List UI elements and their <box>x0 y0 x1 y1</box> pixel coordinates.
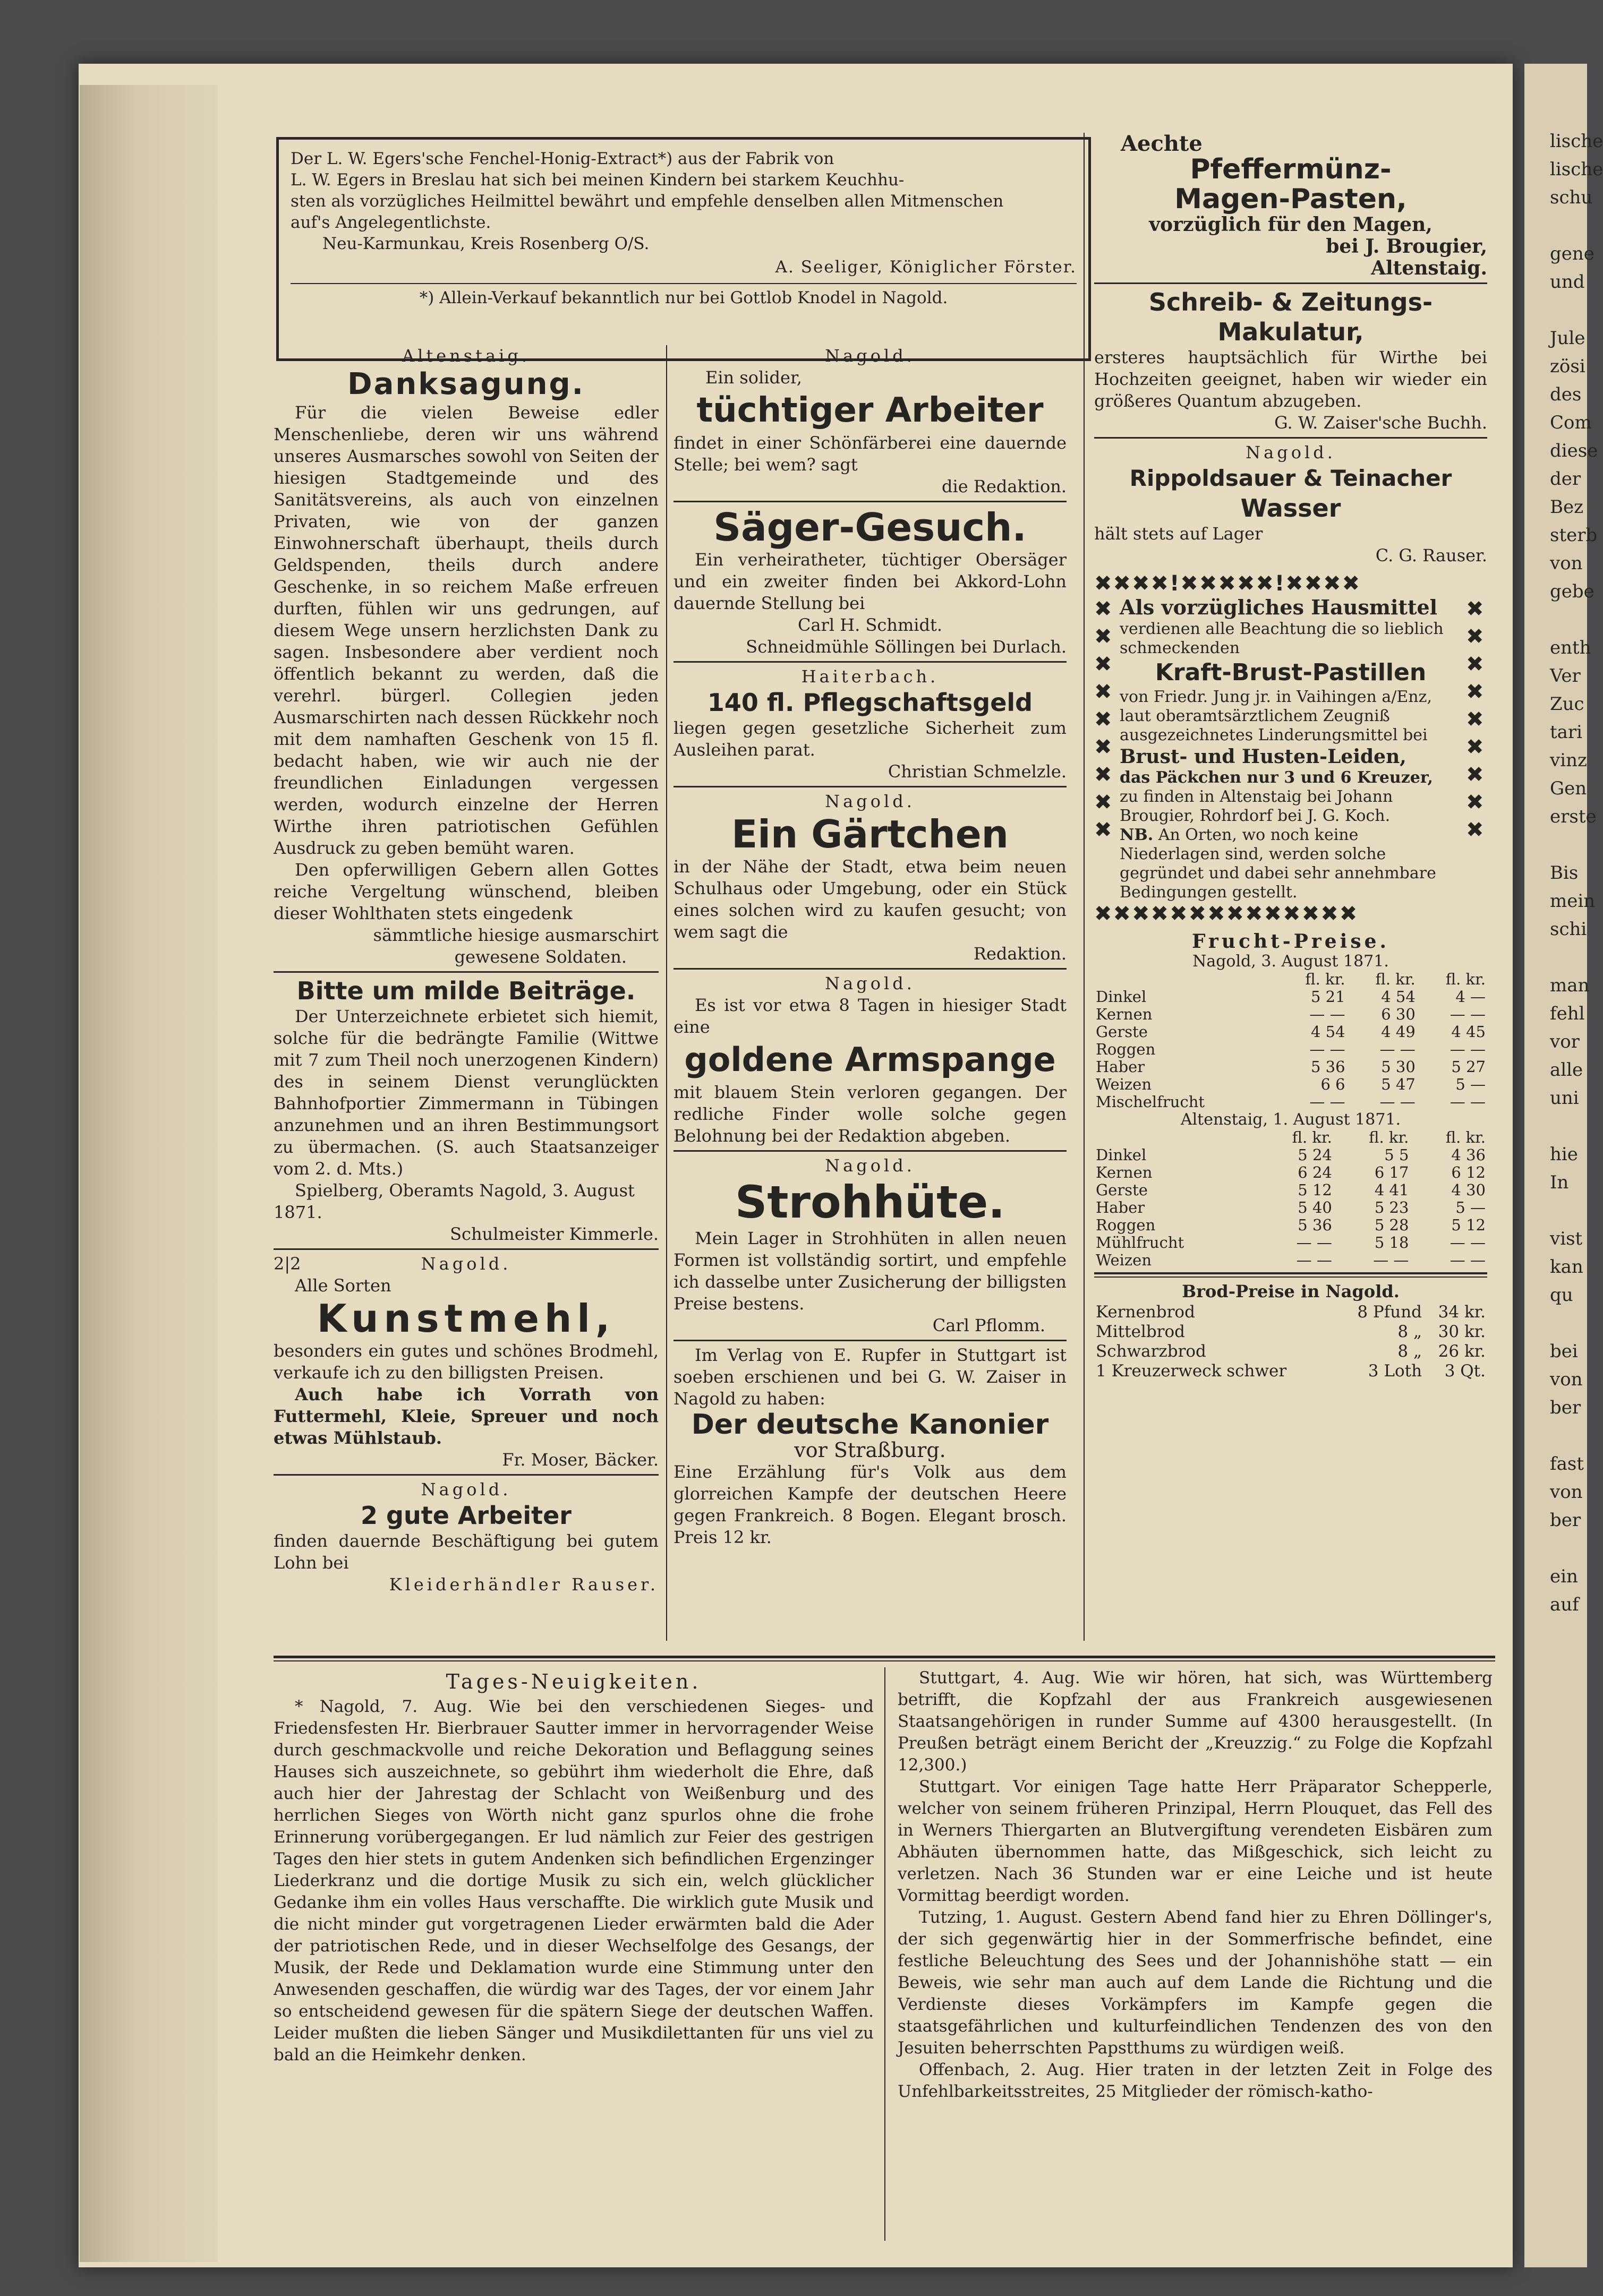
bread-name: Schwarzbrod <box>1096 1342 1206 1361</box>
makulatur-title1: Schreib- & Zeitungs- <box>1148 288 1433 316</box>
pastillen-line3: von Friedr. Jung jr. in Vaihingen a/Enz, <box>1120 688 1432 706</box>
pflegschaft-body: liegen gegen gesetzliche Sicherheit zum Ausleihen parat. <box>673 718 1067 760</box>
arbeiter-title: tüchtiger Arbeiter <box>696 391 1044 430</box>
egers-line: Der L. W. Egers'sche Fenchel-Honig-Extract*) aus der Fabrik von <box>291 149 834 168</box>
arbeiter2-title: 2 gute Arbeiter <box>361 1501 572 1530</box>
adjacent-page <box>1524 64 1603 2267</box>
price-value: 6 30 <box>1381 1005 1416 1023</box>
kunstmehl-place: Nagold. <box>421 1254 511 1274</box>
bread-price: 34 kr. <box>1438 1303 1486 1322</box>
grain-name: Haber <box>1096 1058 1145 1076</box>
kunstmehl-signature: Fr. Moser, Bäcker. <box>502 1450 659 1470</box>
pastillen-line4: laut oberamtsärztlichem Zeugniß ausgezeichnetes Linderungsmittel bei <box>1120 707 1428 744</box>
pflegschaft-signature: Christian Schmelzle. <box>888 761 1067 782</box>
grain-name: Kernen <box>1096 1163 1153 1181</box>
grain-name: Dinkel <box>1096 1146 1147 1164</box>
price-value: 5 28 <box>1374 1216 1409 1234</box>
adjacent-page-line <box>1550 1422 1587 1450</box>
arbeiter-signature: die Redaktion. <box>942 476 1067 496</box>
pastillen-line7: zu finden in Altenstaig bei Johann Brougier, Rohrdorf bei J. G. Koch. <box>1120 787 1393 825</box>
brodpreise-table <box>1094 1303 1487 1381</box>
pfeffermuenz-line5: bei J. Brougier, <box>1326 235 1487 258</box>
price-value: 5 36 <box>1311 1058 1345 1076</box>
adjacent-page-line: zösi <box>1550 356 1585 377</box>
price-row <box>1094 1146 1487 1164</box>
arbeiter2-signature: Kleiderhändler Rauser. <box>389 1574 659 1595</box>
adjacent-page-line: Bis <box>1550 862 1579 884</box>
grain-name: Mischelfrucht <box>1096 1093 1205 1111</box>
news-rule <box>274 1656 1495 1661</box>
price-value: 5 30 <box>1381 1058 1416 1076</box>
arbeiter-pre: Ein solider, <box>705 367 802 388</box>
bread-qty: 8 „ <box>1397 1342 1422 1361</box>
price-row <box>1094 1041 1487 1058</box>
adjacent-page-line <box>1550 212 1587 240</box>
price-row <box>1094 1252 1487 1269</box>
price-value: 5 23 <box>1374 1198 1409 1216</box>
fruchtpreise-nagold-table <box>1094 971 1487 1111</box>
news-column-rule <box>884 1667 885 2241</box>
adjacent-page-line <box>1550 1112 1587 1141</box>
adjacent-page-line <box>1550 1535 1587 1563</box>
makulatur-signature: G. W. Zaiser'sche Buchh. <box>1274 413 1487 433</box>
unit-a: fl. kr. <box>1292 1128 1332 1146</box>
price-row <box>1094 1164 1487 1181</box>
grain-name: Kernen <box>1096 1005 1153 1023</box>
adjacent-page-line: In <box>1550 1172 1569 1193</box>
price-value: 4 — <box>1455 988 1486 1006</box>
adjacent-page-line: fast <box>1550 1453 1584 1475</box>
egers-line: sten als vorzügliches Heilmittel bewährt und empfehle denselben allen Mitmenschen <box>291 192 1004 211</box>
kanonier-pre: Im Verlag von E. Rupfer in Stuttgart ist soeben erschienen und bei G. W. Zaiser in Nagold zu haben: <box>673 1345 1067 1409</box>
kunstmehl-pre: Alle Sorten <box>295 1275 391 1296</box>
grain-name: Haber <box>1096 1198 1145 1216</box>
adjacent-page-line: tari <box>1550 722 1583 743</box>
danksagung-signature2: gewesene Soldaten. <box>454 947 627 967</box>
price-row <box>1094 988 1487 1006</box>
adjacent-page-line: von <box>1550 1369 1583 1390</box>
pastillen-border-left: ✖ ✖ ✖ ✖ ✖ ✖ ✖ ✖ ✖ <box>1094 597 1112 842</box>
adjacent-page-line: vinz <box>1550 750 1587 771</box>
price-value: — — <box>1379 1093 1416 1111</box>
egers-line: L. W. Egers in Breslau hat sich bei meinen Kindern bei starkem Keuchhu- <box>291 170 905 190</box>
fruchtpreise-title: Frucht-Preise. <box>1191 930 1390 953</box>
unit-b: fl. kr. <box>1369 1128 1409 1146</box>
wasser-place: Nagold. <box>1246 442 1336 462</box>
price-row <box>1094 1076 1487 1093</box>
adjacent-page-line: auf <box>1550 1594 1579 1615</box>
adjacent-page-line: Gen <box>1550 778 1587 799</box>
grain-name: Roggen <box>1096 1040 1156 1058</box>
price-value: 4 41 <box>1374 1181 1409 1199</box>
fruchtpreise-altenstaig-header: Altenstaig, 1. August 1871. <box>1180 1110 1401 1129</box>
price-row <box>1094 1006 1487 1023</box>
saeger-signature2: Schneidmühle Söllingen bei Durlach. <box>746 637 1067 657</box>
news-column-1 <box>274 1667 874 2066</box>
gaertchen-body: in der Nähe der Stadt, etwa beim neuen Schulhaus oder Umgebung, oder ein Stück eines solchen wird zu kaufen gesucht; von wem sagt die <box>673 856 1067 942</box>
wasser-title1: Rippoldsauer & Teinacher <box>1129 465 1452 491</box>
price-value: 5 24 <box>1298 1146 1332 1164</box>
adjacent-page-line <box>1550 831 1587 859</box>
news-column-2 <box>898 1667 1493 2103</box>
saeger-title: Säger-Gesuch. <box>713 505 1027 550</box>
grain-name: Dinkel <box>1096 988 1147 1006</box>
fruchtpreise-altenstaig-table <box>1094 1129 1487 1269</box>
price-row <box>1094 1093 1487 1111</box>
pastillen-border-right: ✖ ✖ ✖ ✖ ✖ ✖ ✖ ✖ ✖ <box>1466 597 1484 842</box>
page-stack-edge <box>80 85 218 2262</box>
kunstmehl-mark: 2|2 <box>274 1254 301 1274</box>
news-stuttgart-2: Stuttgart. Vor einigen Tage hatte Herr Präparator Schepperle, welcher von seinem früheren Prinzipal, Herrn Plouquet, das Fell des in Werners Thiergarten an Blutvergiftung verendeten Eisbären zum Abhäuten übernommen hatte, das Mißgeschick, sich leicht zu verletzen. Nach 36 Stunden war er eine Leiche und ist heute Vormittag beerdigt worden. <box>898 1777 1493 1905</box>
adjacent-page-line: gebe <box>1550 581 1595 602</box>
price-value: 5 12 <box>1451 1216 1486 1234</box>
makulatur-title2: Makulatur, <box>1217 318 1364 346</box>
adjacent-page-line: sterb <box>1550 525 1598 546</box>
pastillen-line2: verdienen alle Beachtung die so lieblich schmeckenden <box>1120 620 1444 657</box>
price-value: 4 36 <box>1451 1146 1486 1164</box>
price-value: 5 5 <box>1384 1146 1409 1164</box>
news-offenbach: Offenbach, 2. Aug. Hier traten in der letzten Zeit in Folge des Unfehlbarkeitsstreites, 25 Mitglieder der römisch-katho- <box>898 2060 1493 2101</box>
price-row <box>1094 1199 1487 1216</box>
danksagung-place: Altenstaig. <box>402 346 530 366</box>
adjacent-page-line: man <box>1550 975 1590 996</box>
adjacent-page-line: des <box>1550 384 1582 405</box>
bitte-signature: Schulmeister Kimmerle. <box>450 1224 659 1244</box>
news-nagold: * Nagold, 7. Aug. Wie bei den verschiedenen Sieges- und Friedensfesten Hr. Bierbrauer Sautter immer in hervorragender Weise durch geschmackvolle und reiche Dekoration und Beflaggung seines Hauses sich auszeichnete, so gebührt ihm wiederholt die Ehre, daß auch hier der Jahrestag der Schlacht von Weißenburg und des herrlichen Sieges von Wörth nicht ganz spurlos ohne die frohe Erinnerung vorübergegangen. Er lud nämlich zur Feier des gestrigen Tages den hier stets in gutem Andenken sich befindlichen Ergenzinger Liederkranz und die dortige Musik zu sich ein, welch glücklicher Gedanke ihm ein volles Haus verschaffte. Die wirklich gute Musik und die nicht minder gut vorgetragenen Lieder erwärmten bald die Ader der patriotischen Rede, und in dieser Wechselfolge des Gesangs, der Musik, der Rede und Deklamation wurde eine Stimmung unter den Anwesenden geschaffen, die würdig war des Tages, der vor einem Jahr so entscheidend gewesen für die spätern Siege der deutschen Waffen. Leider mußten die lieben Sänger und Musikdilettanten für uns viel zu bald an die Heimkehr denken. <box>274 1697 874 2064</box>
unit-c: fl. kr. <box>1445 1128 1486 1146</box>
pastillen-nb: An Orten, wo noch keine Niederlagen sind, werden solche gegründet und dabei sehr annehmbare Bedingungen gestellt. <box>1120 826 1436 902</box>
pastillen-line1: Als vorzügliches Hausmittel <box>1120 595 1438 619</box>
danksagung-body: Für die vielen Beweise edler Menschenliebe, deren wir uns während unseres Ausmarsches sowohl von Seiten der hiesigen Stadtgemeinde und des Sanitätsvereins, als auch von einzelnen Privaten, wie von der ganzen Einwohnerschaft überhaupt, theils durch Geldspenden, theils durch andere Geschenke, in so reichem Maße erfreuen durften, fühlen wir uns gedrungen, auf diesem Wege unsern herzlichsten Dank zu sagen. Insbesondere aber verdient noch öffentlich bekannt zu werden, daß die verehrl. bürgerl. Collegien jeden Ausmarschirten nach dessen Rückkehr noch mit dem namhaften Geschenk von 15 fl. bedacht haben, wie wir auch nie der freundlichen Einladungen vergessen werden, wodurch einzelne der Herren Wirthe ihren patriotischen Gefühlen Ausdruck zu geben bemüht waren. <box>274 402 659 858</box>
bitte-title: Bitte um milde Beiträge. <box>296 976 636 1005</box>
price-value: 4 30 <box>1451 1181 1486 1199</box>
price-value: — — <box>1379 1040 1416 1058</box>
bread-price: 30 kr. <box>1438 1322 1486 1341</box>
kunstmehl-body: besonders ein gutes und schönes Brodmehl, verkaufe ich zu den billigsten Preisen. <box>274 1341 659 1383</box>
saeger-body: Ein verheiratheter, tüchtiger Obersäger und ein zweiter finden bei Akkord-Lohn dauernde Stellung bei <box>673 550 1067 613</box>
news-title: Tages-Neuigkeiten. <box>446 1670 702 1693</box>
kunstmehl-body2: Auch habe ich Vorrath von Futtermehl, Kleie, Spreuer und noch etwas Mühlstaub. <box>274 1384 659 1448</box>
adjacent-page-line: kan <box>1550 1256 1583 1278</box>
bread-qty: 3 Loth <box>1368 1361 1422 1381</box>
gaertchen-place: Nagold. <box>825 791 915 811</box>
bitte-body: Der Unterzeichnete erbietet sich hiemit, solche für die bedrängte Familie (Wittwe mit 7 zum Theil noch unerzogenen Kindern) des in seinem Dienst verunglückten Bahnhofportier Zimmermann in Tübingen anzunehmen und an ihren Bestimmungsort zu übermachen. (S. auch Staatsanzeiger vom 2. d. Mts.) <box>274 1006 659 1179</box>
adjacent-page-line: vist <box>1550 1228 1583 1249</box>
kunstmehl-title: Kunstmehl, <box>317 1296 616 1341</box>
price-value: 6 17 <box>1374 1163 1409 1181</box>
adjacent-page-line: lische <box>1550 131 1603 152</box>
column-3 <box>1094 133 1487 1381</box>
unit-c: fl. kr. <box>1445 970 1486 988</box>
price-row <box>1094 1181 1487 1199</box>
pastillen-border-top: ✖✖✖✖!✖✖✖✖✖!✖✖✖✖ <box>1094 571 1361 596</box>
adjacent-page-line: erste <box>1550 806 1597 827</box>
adjacent-page-line: Com <box>1550 412 1592 433</box>
armspange-title: goldene Armspange <box>684 1040 1056 1079</box>
grain-name: Roggen <box>1096 1216 1156 1234</box>
pfeffermuenz-line3: Magen-Pasten, <box>1174 183 1407 215</box>
adjacent-page-line <box>1550 606 1587 634</box>
adjacent-page-line: lische <box>1550 159 1603 180</box>
arbeiter-body: findet in einer Schönfärberei eine dauernde Stelle; bei wem? sagt <box>673 433 1067 475</box>
saeger-signature1: Carl H. Schmidt. <box>797 615 943 635</box>
price-value: 5 12 <box>1298 1181 1332 1199</box>
brodpreise-title: Brod-Preise in Nagold. <box>1182 1281 1400 1301</box>
strohhuete-place: Nagold. <box>825 1155 915 1176</box>
fruchtpreise-nagold-header: Nagold, 3. August 1871. <box>1192 952 1389 971</box>
price-value: 6 24 <box>1298 1163 1332 1181</box>
adjacent-page-line: bei <box>1550 1341 1578 1362</box>
adjacent-page-line: und <box>1550 271 1585 293</box>
price-value: — — <box>1449 1093 1486 1111</box>
adjacent-page-line: Jule <box>1550 328 1585 349</box>
bread-row <box>1094 1322 1487 1342</box>
column-1 <box>274 345 659 1596</box>
pastillen-ad <box>1094 572 1487 926</box>
price-value: — — <box>1449 1251 1486 1269</box>
grain-name: Gerste <box>1096 1023 1148 1041</box>
pastillen-border-bottom: ✖✖✖✖✖✖✖✖✖✖✖✖✖✖ <box>1094 902 1359 926</box>
bread-name: 1 Kreuzerweck schwer <box>1096 1361 1287 1381</box>
price-value: 6 6 <box>1320 1075 1345 1093</box>
wasser-body: hält stets auf Lager <box>1094 524 1263 544</box>
price-value: 4 49 <box>1381 1023 1416 1041</box>
bread-price: 26 kr. <box>1438 1342 1486 1361</box>
price-value: — — <box>1449 1233 1486 1252</box>
danksagung-title: Danksagung. <box>347 367 585 401</box>
adjacent-page-line: Bez <box>1550 496 1584 518</box>
bread-qty: 8 Pfund <box>1357 1303 1422 1322</box>
pastillen-line6: das Päckchen nur 3 und 6 Kreuzer, <box>1120 768 1433 787</box>
adjacent-page-line: vor <box>1550 1031 1580 1052</box>
pfeffermuenz-line2: Pfeffermünz- <box>1190 153 1392 185</box>
strohhuete-signature: Carl Pflomm. <box>932 1315 1045 1335</box>
adjacent-page-line: mein <box>1550 890 1596 912</box>
news-tutzing: Tutzing, 1. August. Gestern Abend fand hier zu Ehren Döllinger's, der sich gegenwärtig hier in der Sommerfrische befindet, eine festliche Beleuchtung des Sees und der Johannishöhe statt — ein Beweis, wie sehr man auch auf dem Lande die Richtung und die Verdienste dieses Vorkämpfers im Kampfe gegen die staatsgefährlichen und kulturfeindlichen Tendenzen des von den Jesuiten beherrschten Papstthums zu würdigen weiß. <box>898 1908 1493 2058</box>
arbeiter2-body: finden dauernde Beschäftigung bei gutem Lohn bei <box>274 1531 659 1573</box>
price-value: 4 45 <box>1451 1023 1486 1041</box>
price-value: — — <box>1373 1251 1409 1269</box>
adjacent-page-line: alle <box>1550 1059 1583 1081</box>
arbeiter2-place: Nagold. <box>421 1479 511 1500</box>
price-value: 5 40 <box>1298 1198 1332 1216</box>
gaertchen-signature: Redaktion. <box>973 944 1067 964</box>
makulatur-body: ersteres hauptsächlich für Wirthe bei Hochzeiten geeignet, haben wir wieder ein größeres Quantum abzugeben. <box>1094 347 1487 411</box>
adjacent-page-line: von <box>1550 553 1583 574</box>
price-value: — — <box>1296 1251 1332 1269</box>
bread-name: Mittelbrod <box>1096 1322 1186 1341</box>
egers-line: Neu-Karmunkau, Kreis Rosenberg O/S. <box>322 234 650 253</box>
price-row <box>1094 1234 1487 1252</box>
adjacent-page-line: ber <box>1550 1510 1581 1531</box>
strohhuete-title: Strohhüte. <box>735 1176 1005 1228</box>
price-value: 5 21 <box>1311 988 1345 1006</box>
adjacent-page-line: schi <box>1550 919 1587 940</box>
adjacent-page-line: Zuc <box>1550 693 1584 715</box>
price-value: — — <box>1309 1005 1345 1023</box>
column-2 <box>673 345 1067 1548</box>
bread-name: Kernenbrod <box>1096 1303 1195 1322</box>
egers-footnote: *) Allein-Verkauf bekanntlich nur bei Gottlob Knodel in Nagold. <box>419 288 948 307</box>
price-row <box>1094 1216 1487 1234</box>
pfeffermuenz-line6: Altenstaig. <box>1371 257 1487 279</box>
pastillen-line5: Brust- und Husten-Leiden, <box>1120 746 1406 768</box>
pflegschaft-place: Haiterbach. <box>801 666 939 687</box>
egers-line: auf's Angelegentlichste. <box>291 213 491 232</box>
price-row <box>1094 1023 1487 1041</box>
adjacent-page-line: von <box>1550 1481 1583 1503</box>
price-value: 4 54 <box>1381 988 1416 1006</box>
adjacent-page-line: enth <box>1550 637 1591 658</box>
column-rule-2 <box>1084 133 1085 1641</box>
grain-name: Gerste <box>1096 1181 1148 1199</box>
pfeffermuenz-line1: Aechte <box>1121 131 1203 156</box>
adjacent-page-line <box>1550 1309 1587 1338</box>
kanonier-title: Der deutsche Kanonier <box>691 1409 1049 1441</box>
price-value: 4 54 <box>1311 1023 1345 1041</box>
grain-name: Mühlfrucht <box>1096 1233 1184 1252</box>
armspange-place: Nagold. <box>825 973 915 993</box>
price-value: 5 18 <box>1374 1233 1409 1252</box>
price-value: 5 27 <box>1451 1058 1486 1076</box>
kanonier-subtitle: vor Straßburg. <box>794 1438 946 1462</box>
adjacent-page-line: hie <box>1550 1144 1578 1165</box>
price-value: — — <box>1449 1040 1486 1058</box>
bitte-place: Spielberg, Oberamts Nagold, 3. August 1871. <box>274 1180 635 1222</box>
adjacent-page-line: qu <box>1550 1284 1573 1306</box>
price-value: 5 47 <box>1381 1075 1416 1093</box>
price-value: — — <box>1309 1040 1345 1058</box>
egers-signature: A. Seeliger, Königlicher Förster. <box>775 258 1077 277</box>
column-rule-1 <box>666 345 667 1641</box>
grain-name: Weizen <box>1096 1251 1152 1269</box>
adjacent-page-line: schu <box>1550 187 1593 208</box>
price-value: 5 36 <box>1298 1216 1332 1234</box>
unit-a: fl. kr. <box>1305 970 1345 988</box>
kanonier-body: Eine Erzählung für's Volk aus dem glorreichen Kampfe der deutschen Heere gegen Frankreich. 8 Bogen. Elegant brosch. Preis 12 kr. <box>673 1462 1067 1547</box>
adjacent-page-line: ber <box>1550 1397 1581 1418</box>
pastillen-title: Kraft-Brust-Pastillen <box>1155 659 1427 686</box>
bread-row <box>1094 1342 1487 1361</box>
adjacent-page-line: uni <box>1550 1087 1579 1109</box>
adjacent-page-line: der <box>1550 468 1581 490</box>
adjacent-page-line: fehl <box>1550 1003 1585 1024</box>
wasser-title2: Wasser <box>1240 494 1341 522</box>
wasser-signature: C. G. Rauser. <box>1375 545 1487 566</box>
bread-row <box>1094 1303 1487 1322</box>
adjacent-page-line <box>1550 296 1587 324</box>
pflegschaft-title: 140 fl. Pflegschaftsgeld <box>707 688 1033 717</box>
ad-egers-box <box>276 137 1091 361</box>
price-value: 6 12 <box>1451 1163 1486 1181</box>
danksagung-signature1: sämmtliche hiesige ausmarschirt <box>373 925 659 945</box>
price-value: 5 — <box>1455 1075 1486 1093</box>
grain-name: Weizen <box>1096 1075 1152 1093</box>
adjacent-page-line: gene <box>1550 243 1595 264</box>
gaertchen-title: Ein Gärtchen <box>731 812 1009 856</box>
adjacent-page-line: diese <box>1550 440 1598 461</box>
adjacent-page-line: Ver <box>1550 665 1581 687</box>
pfeffermuenz-line4: vorzüglich für den Magen, <box>1149 213 1433 236</box>
adjacent-page-line: ein <box>1550 1566 1578 1587</box>
news-stuttgart-1: Stuttgart, 4. Aug. Wie wir hören, hat sich, was Württemberg betrifft, die Kopfzahl der aus Frankreich ausgewiesenen Staatsangehörigen in runder Summe auf 4300 herausgestellt. (In Preußen beträgt einem Bericht der „Kreuzzig.“ zu Folge die Kopfzahl 12,300.) <box>898 1668 1493 1775</box>
danksagung-body2: Den opferwilligen Gebern allen Gottes reiche Vergeltung wünschend, bleiben dieser Wohlthaten stets eingedenk <box>274 860 659 923</box>
price-value: 5 — <box>1455 1198 1486 1216</box>
price-value: — — <box>1309 1093 1345 1111</box>
pastillen-nb-label: NB. <box>1120 826 1154 844</box>
strohhuete-body: Mein Lager in Strohhüten in allen neuen Formen ist vollständig sortirt, und empfehle ich dasselbe unter Zusicherung der billigsten Preise bestens. <box>673 1228 1067 1314</box>
arbeiter-place: Nagold. <box>825 346 915 366</box>
price-value: — — <box>1449 1005 1486 1023</box>
price-value: — — <box>1296 1233 1332 1252</box>
bread-price: 3 Qt. <box>1444 1361 1486 1381</box>
adjacent-page-line <box>1550 944 1587 972</box>
unit-b: fl. kr. <box>1375 970 1416 988</box>
bread-row <box>1094 1361 1487 1381</box>
adjacent-page-line <box>1550 1197 1587 1225</box>
armspange-body: mit blauem Stein verloren gegangen. Der redliche Finder wolle solche gegen Belohnung bei der Redaktion abgeben. <box>673 1082 1067 1146</box>
armspange-pre: Es ist vor etwa 8 Tagen in hiesiger Stadt eine <box>673 995 1067 1037</box>
price-row <box>1094 1058 1487 1076</box>
bread-qty: 8 „ <box>1397 1322 1422 1341</box>
